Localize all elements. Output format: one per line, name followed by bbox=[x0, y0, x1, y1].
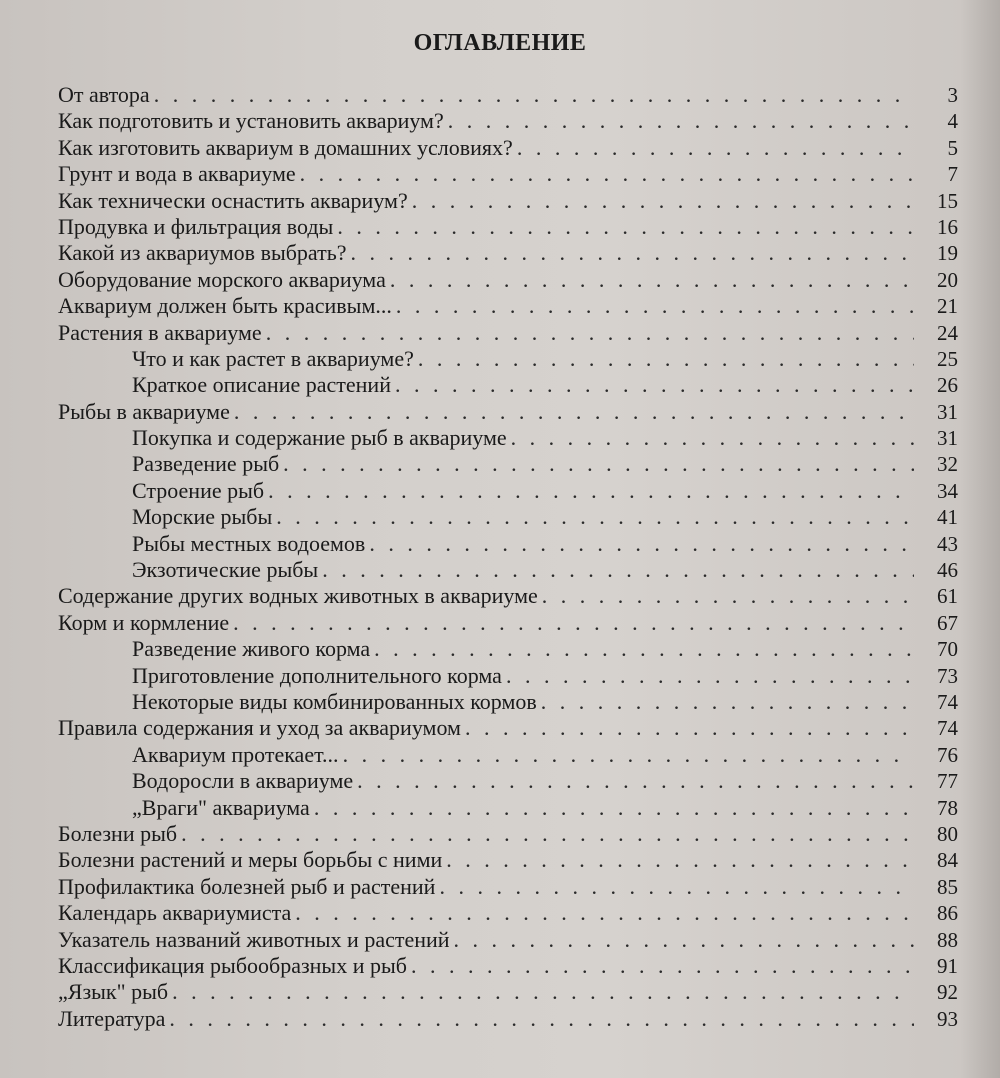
toc-entry bbox=[58, 293, 958, 319]
toc-entry-label: Как технически оснастить аквариум? bbox=[58, 187, 408, 213]
toc-entry bbox=[58, 531, 958, 557]
toc-entry-label: Грунт и вода в аквариуме bbox=[58, 161, 296, 187]
toc-entry bbox=[58, 663, 958, 689]
toc-entry bbox=[58, 953, 958, 979]
toc-entry-label: Некоторые виды комбинированных кормов bbox=[132, 688, 537, 714]
toc-entry-label: „Враги" аквариума bbox=[132, 794, 310, 820]
toc-entry bbox=[58, 108, 958, 134]
toc-entry bbox=[58, 188, 958, 214]
toc-entry-label: Календарь аквариумиста bbox=[58, 900, 292, 926]
toc-leader-dots bbox=[465, 715, 914, 741]
toc-entry bbox=[58, 372, 958, 398]
toc-entry-label: Указатель названий животных и растений bbox=[58, 926, 450, 952]
toc-leader-dots bbox=[295, 900, 914, 926]
toc-entry bbox=[58, 320, 958, 346]
toc-leader-dots bbox=[396, 293, 914, 319]
toc-entry-label: Болезни растений и меры борьбы с ними bbox=[58, 847, 443, 873]
toc-entry-page-number: 76 bbox=[937, 742, 958, 767]
toc-leader-dots bbox=[337, 214, 914, 240]
toc-leader-dots bbox=[276, 504, 914, 530]
toc-leader-dots bbox=[343, 742, 914, 768]
toc-entry-page-number: 67 bbox=[937, 610, 958, 635]
toc-leader-dots bbox=[351, 240, 914, 266]
toc-entry-page-number: 84 bbox=[937, 848, 958, 873]
toc-entry bbox=[58, 161, 958, 187]
table-of-contents bbox=[58, 82, 958, 1032]
toc-entry-label: Водоросли в аквариуме bbox=[132, 768, 354, 794]
toc-entry-page-number: 21 bbox=[937, 294, 958, 319]
toc-entry bbox=[58, 927, 958, 953]
toc-entry bbox=[58, 504, 958, 530]
toc-entry-page-number: 41 bbox=[937, 505, 958, 530]
toc-entry bbox=[58, 451, 958, 477]
toc-entry-page-number: 4 bbox=[947, 109, 958, 134]
toc-entry-page-number: 7 bbox=[947, 162, 958, 187]
toc-entry-label: От автора bbox=[58, 82, 150, 107]
toc-entry-label: Оборудование морского аквариума bbox=[58, 266, 386, 292]
toc-leader-dots bbox=[234, 399, 914, 425]
page-edge-shadow bbox=[960, 0, 1000, 1078]
toc-entry bbox=[58, 82, 958, 108]
toc-entry-label: Какой из аквариумов выбрать? bbox=[58, 240, 347, 266]
toc-leader-dots bbox=[283, 451, 914, 477]
toc-leader-dots bbox=[357, 768, 914, 794]
toc-entry-page-number: 19 bbox=[937, 241, 958, 266]
toc-leader-dots bbox=[181, 821, 914, 847]
toc-entry bbox=[58, 610, 958, 636]
toc-entry-label: „Язык" рыб bbox=[58, 979, 169, 1005]
toc-entry bbox=[58, 135, 958, 161]
toc-entry-label: Строение рыб bbox=[132, 477, 265, 503]
toc-entry bbox=[58, 557, 958, 583]
toc-entry-page-number: 26 bbox=[937, 373, 958, 398]
toc-entry-page-number: 61 bbox=[937, 584, 958, 609]
toc-entry-label: Болезни рыб bbox=[58, 820, 178, 846]
toc-leader-dots bbox=[446, 847, 914, 873]
toc-entry bbox=[58, 979, 958, 1005]
toc-entry-page-number: 3 bbox=[947, 83, 958, 107]
toc-entry-label: Как изготовить аквариум в домашних условиях? bbox=[58, 134, 513, 160]
toc-leader-dots bbox=[233, 610, 914, 636]
toc-entry bbox=[58, 425, 958, 451]
toc-entry-label: Покупка и содержание рыб в аквариуме bbox=[132, 425, 507, 451]
toc-entry bbox=[58, 214, 958, 240]
page-title: ОГЛАВЛЕНИЕ bbox=[413, 30, 587, 56]
toc-entry bbox=[58, 399, 958, 425]
toc-entry bbox=[58, 768, 958, 794]
toc-leader-dots bbox=[268, 478, 914, 504]
toc-entry-page-number: 86 bbox=[937, 901, 958, 926]
toc-entry-label: Приготовление дополнительного корма bbox=[132, 662, 502, 688]
toc-entry-label: Экзотические рыбы bbox=[132, 557, 319, 583]
toc-leader-dots bbox=[322, 557, 914, 583]
toc-leader-dots bbox=[412, 188, 914, 214]
toc-leader-dots bbox=[517, 135, 914, 161]
toc-entry-label: Продувка и фильтрация воды bbox=[58, 213, 334, 239]
toc-leader-dots bbox=[300, 161, 914, 187]
toc-entry-page-number: 16 bbox=[937, 214, 958, 239]
toc-entry-page-number: 77 bbox=[937, 769, 958, 794]
toc-entry-page-number: 74 bbox=[937, 716, 958, 741]
toc-leader-dots bbox=[169, 1006, 914, 1032]
toc-entry-page-number: 32 bbox=[937, 452, 958, 477]
toc-leader-dots bbox=[172, 979, 914, 1005]
toc-entry-page-number: 73 bbox=[937, 663, 958, 688]
toc-entry-label: Профилактика болезней рыб и растений bbox=[58, 873, 436, 899]
toc-leader-dots bbox=[411, 953, 914, 979]
toc-entry-label: Рыбы в аквариуме bbox=[58, 398, 230, 424]
toc-entry-page-number: 74 bbox=[937, 689, 958, 714]
toc-entry bbox=[58, 267, 958, 293]
toc-leader-dots bbox=[542, 583, 914, 609]
toc-entry-page-number: 78 bbox=[937, 795, 958, 820]
toc-entry-label: Рыбы местных водоемов bbox=[132, 530, 366, 556]
toc-entry-label: Что и как растет в аквариуме? bbox=[132, 345, 414, 371]
toc-entry bbox=[58, 1006, 958, 1032]
toc-entry bbox=[58, 240, 958, 266]
toc-leader-dots bbox=[266, 320, 914, 346]
toc-leader-dots bbox=[374, 636, 914, 662]
toc-entry-page-number: 70 bbox=[937, 637, 958, 662]
toc-entry bbox=[58, 821, 958, 847]
toc-entry bbox=[58, 900, 958, 926]
toc-entry bbox=[58, 847, 958, 873]
toc-entry-label: Аквариум должен быть красивым... bbox=[58, 293, 392, 319]
toc-entry-page-number: 15 bbox=[937, 188, 958, 213]
toc-entry-page-number: 91 bbox=[937, 953, 958, 978]
toc-entry-page-number: 20 bbox=[937, 267, 958, 292]
toc-entry-page-number: 5 bbox=[947, 135, 958, 160]
toc-entry-page-number: 92 bbox=[937, 980, 958, 1005]
toc-leader-dots bbox=[314, 795, 914, 821]
toc-leader-dots bbox=[541, 689, 914, 715]
toc-entry-label: Морские рыбы bbox=[132, 504, 273, 530]
toc-leader-dots bbox=[369, 531, 914, 557]
toc-entry-label: Аквариум протекает... bbox=[132, 741, 339, 767]
toc-entry bbox=[58, 874, 958, 900]
toc-leader-dots bbox=[395, 372, 914, 398]
toc-entry bbox=[58, 742, 958, 768]
toc-entry-page-number: 25 bbox=[937, 346, 958, 371]
toc-entry-page-number: 80 bbox=[937, 821, 958, 846]
toc-entry-label: Правила содержания и уход за аквариумом bbox=[58, 715, 461, 741]
toc-entry-label: Содержание других водных животных в аквариуме bbox=[58, 583, 538, 609]
toc-entry-label: Растения в аквариуме bbox=[58, 319, 262, 345]
toc-entry bbox=[58, 346, 958, 372]
toc-leader-dots bbox=[448, 108, 914, 134]
toc-entry-label: Классификация рыбообразных и рыб bbox=[58, 952, 407, 978]
toc-leader-dots bbox=[154, 82, 914, 108]
toc-entry-page-number: 88 bbox=[937, 927, 958, 952]
toc-entry-page-number: 46 bbox=[937, 558, 958, 583]
toc-entry-page-number: 43 bbox=[937, 531, 958, 556]
toc-entry-page-number: 93 bbox=[937, 1006, 958, 1031]
toc-entry bbox=[58, 636, 958, 662]
toc-leader-dots bbox=[454, 927, 914, 953]
toc-entry-label: Литература bbox=[58, 1005, 166, 1031]
toc-entry-label: Корм и кормление bbox=[58, 609, 230, 635]
toc-entry bbox=[58, 583, 958, 609]
toc-leader-dots bbox=[418, 346, 914, 372]
toc-entry-page-number: 34 bbox=[937, 478, 958, 503]
toc-entry-label: Разведение рыб bbox=[132, 451, 280, 477]
toc-leader-dots bbox=[511, 425, 914, 451]
toc-leader-dots bbox=[439, 874, 914, 900]
toc-entry-label: Разведение живого корма bbox=[132, 636, 371, 662]
toc-entry-page-number: 24 bbox=[937, 320, 958, 345]
toc-entry-label: Как подготовить и установить аквариум? bbox=[58, 108, 444, 134]
toc-leader-dots bbox=[506, 663, 914, 689]
toc-entry bbox=[58, 715, 958, 741]
toc-entry-page-number: 31 bbox=[937, 426, 958, 451]
toc-entry bbox=[58, 689, 958, 715]
toc-entry bbox=[58, 795, 958, 821]
toc-entry-page-number: 31 bbox=[937, 399, 958, 424]
toc-entry-page-number: 85 bbox=[937, 874, 958, 899]
toc-entry bbox=[58, 478, 958, 504]
toc-leader-dots bbox=[390, 267, 914, 293]
toc-entry-label: Краткое описание растений bbox=[132, 372, 391, 398]
